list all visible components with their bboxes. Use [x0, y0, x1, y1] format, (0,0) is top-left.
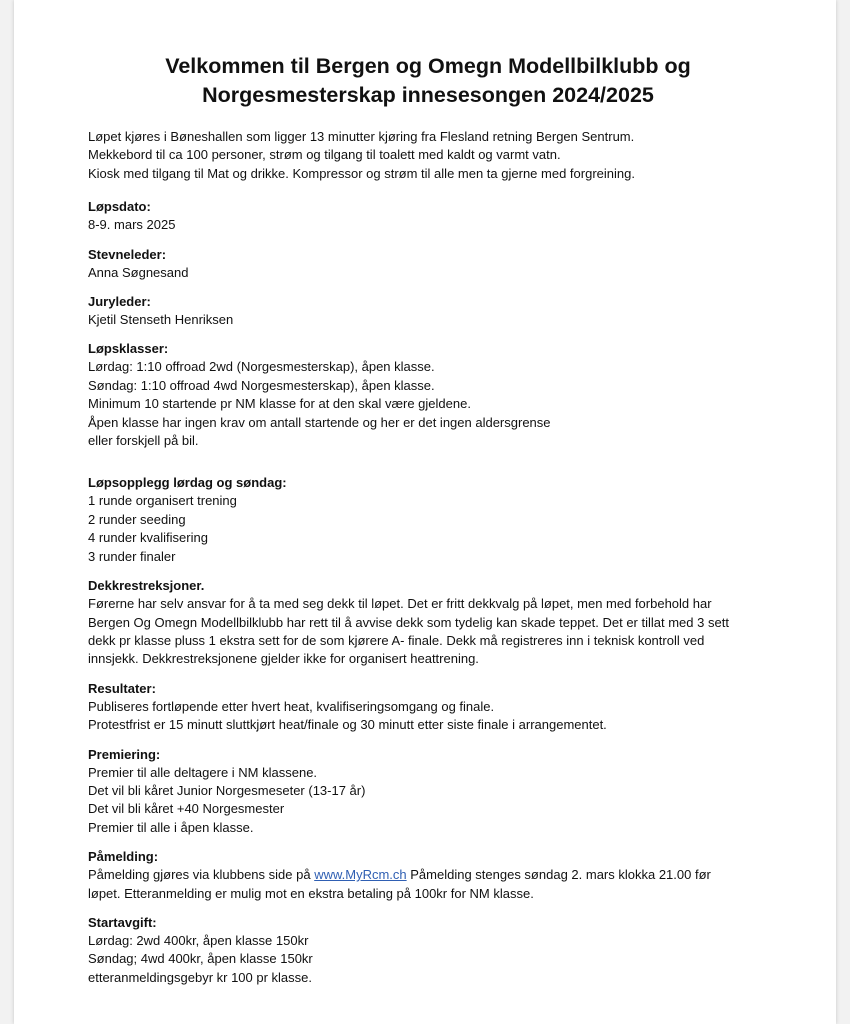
body-line: Protestfrist er 15 minutt sluttkjørt heat/finale og 30 minutt etter siste finale i arrangementet. — [88, 717, 607, 733]
section-premiering — [88, 746, 768, 838]
body-line: Bergen Og Omegn Modellbilklubb har rett til å avvise dekk som tydelig kan skade teppet. Det er tillat med 3 sett — [88, 614, 729, 630]
section-heading: Løpsklasser: — [88, 341, 169, 357]
myrcm-link[interactable]: www.MyRcm.ch — [314, 867, 407, 883]
body-line: 4 runder kvalifisering — [88, 530, 208, 546]
section-heading: Startavgift: — [88, 914, 157, 930]
body-line: Det vil bli kåret +40 Norgesmester — [88, 801, 285, 817]
intro-paragraph — [88, 128, 768, 183]
body-line: Minimum 10 startende pr NM klasse for at den skal være gjeldene. — [88, 396, 471, 412]
section-heading: Løpsopplegg lørdag og søndag: — [88, 475, 287, 491]
pamelding-text-post: Påmelding stenges søndag 2. mars klokka 21.00 før — [406, 867, 711, 883]
section-body — [88, 358, 768, 450]
section-value: Kjetil Stenseth Henriksen — [88, 312, 234, 328]
document-title — [88, 52, 768, 110]
body-line: Lørdag: 1:10 offroad 2wd (Norgesmesterskap), åpen klasse. — [88, 359, 435, 375]
intro-line: Mekkebord til ca 100 personer, strøm og tilgang til toalett med kaldt og varmt vatn. — [88, 147, 561, 163]
intro-line: Kiosk med tilgang til Mat og drikke. Kompressor og strøm til alle men ta gjerne med forgreining. — [88, 165, 635, 181]
section-resultater — [88, 680, 768, 735]
section-lopsklasser — [88, 340, 768, 450]
body-line: Lørdag: 2wd 400kr, åpen klasse 150kr — [88, 932, 309, 948]
section-juryleder — [88, 293, 768, 329]
section-heading: Løpsdato: — [88, 199, 151, 215]
section-startavgift — [88, 914, 768, 987]
body-line: Søndag: 1:10 offroad 4wd Norgesmesterskap), åpen klasse. — [88, 377, 435, 393]
pamelding-text-pre: Påmelding gjøres via klubbens side på — [88, 867, 315, 883]
section-heading: Påmelding: — [88, 849, 159, 865]
body-line: Publiseres fortløpende etter hvert heat, kvalifiseringsomgang og finale. — [88, 698, 495, 714]
section-stevneleder — [88, 246, 768, 282]
section-body — [88, 595, 768, 669]
title-line-1: Velkommen til Bergen og Omegn Modellbilklubb og — [165, 54, 691, 78]
body-line — [88, 866, 768, 884]
body-line: 2 runder seeding — [88, 511, 186, 527]
body-line: Premier til alle deltagere i NM klassene. — [88, 764, 318, 780]
section-heading: Stevneleder: — [88, 246, 167, 262]
body-line: løpet. Etteranmelding er mulig mot en ekstra betaling på 100kr for NM klasse. — [88, 885, 534, 901]
body-line: innsjekk. Dekkrestreksjonene gjelder ikke for organisert heattrening. — [88, 651, 479, 667]
body-line: Det vil bli kåret Junior Norgesmeseter (13-17 år) — [88, 782, 366, 798]
body-line: eller forskjell på bil. — [88, 433, 199, 449]
title-line-2: Norgesmesterskap innesesongen 2024/2025 — [202, 83, 654, 107]
section-body — [88, 932, 768, 987]
section-body — [88, 866, 768, 903]
section-lopsdato — [88, 198, 768, 234]
section-value: Anna Søgnesand — [88, 264, 189, 280]
section-dekkrestreksjoner — [88, 577, 768, 669]
body-line: Åpen klasse har ingen krav om antall startende og her er det ingen aldersgrense — [88, 414, 551, 430]
intro-line: Løpet kjøres i Bøneshallen som ligger 13 minutter kjøring fra Flesland retning Bergen Sentrum. — [88, 129, 635, 144]
body-line: etteranmeldingsgebyr kr 100 pr klasse. — [88, 969, 313, 985]
body-line: 3 runder finaler — [88, 548, 176, 564]
body-line: Førerne har selv ansvar for å ta med seg dekk til løpet. Det er fritt dekkvalg på løpet, men med forbehold har — [88, 596, 712, 612]
section-heading: Resultater: — [88, 680, 156, 696]
section-heading: Juryleder: — [88, 294, 151, 310]
body-line: Søndag; 4wd 400kr, åpen klasse 150kr — [88, 951, 313, 967]
section-heading: Dekkrestreksjoner. — [88, 578, 205, 594]
section-body — [88, 698, 768, 735]
section-body — [88, 492, 768, 566]
document-content — [88, 52, 768, 998]
body-line: dekk pr klasse pluss 1 ekstra sett for de som kjørere A- finale. Dekk må registreres inn i teknisk kontroll ved — [88, 632, 705, 648]
section-pamelding — [88, 848, 768, 903]
body-line: 1 runde organisert trening — [88, 493, 237, 509]
document-page — [14, 0, 836, 1024]
section-value: 8-9. mars 2025 — [88, 217, 176, 233]
section-body — [88, 764, 768, 838]
section-lopsopplegg — [88, 474, 768, 566]
section-heading: Premiering: — [88, 746, 161, 762]
body-line: Premier til alle i åpen klasse. — [88, 819, 254, 835]
